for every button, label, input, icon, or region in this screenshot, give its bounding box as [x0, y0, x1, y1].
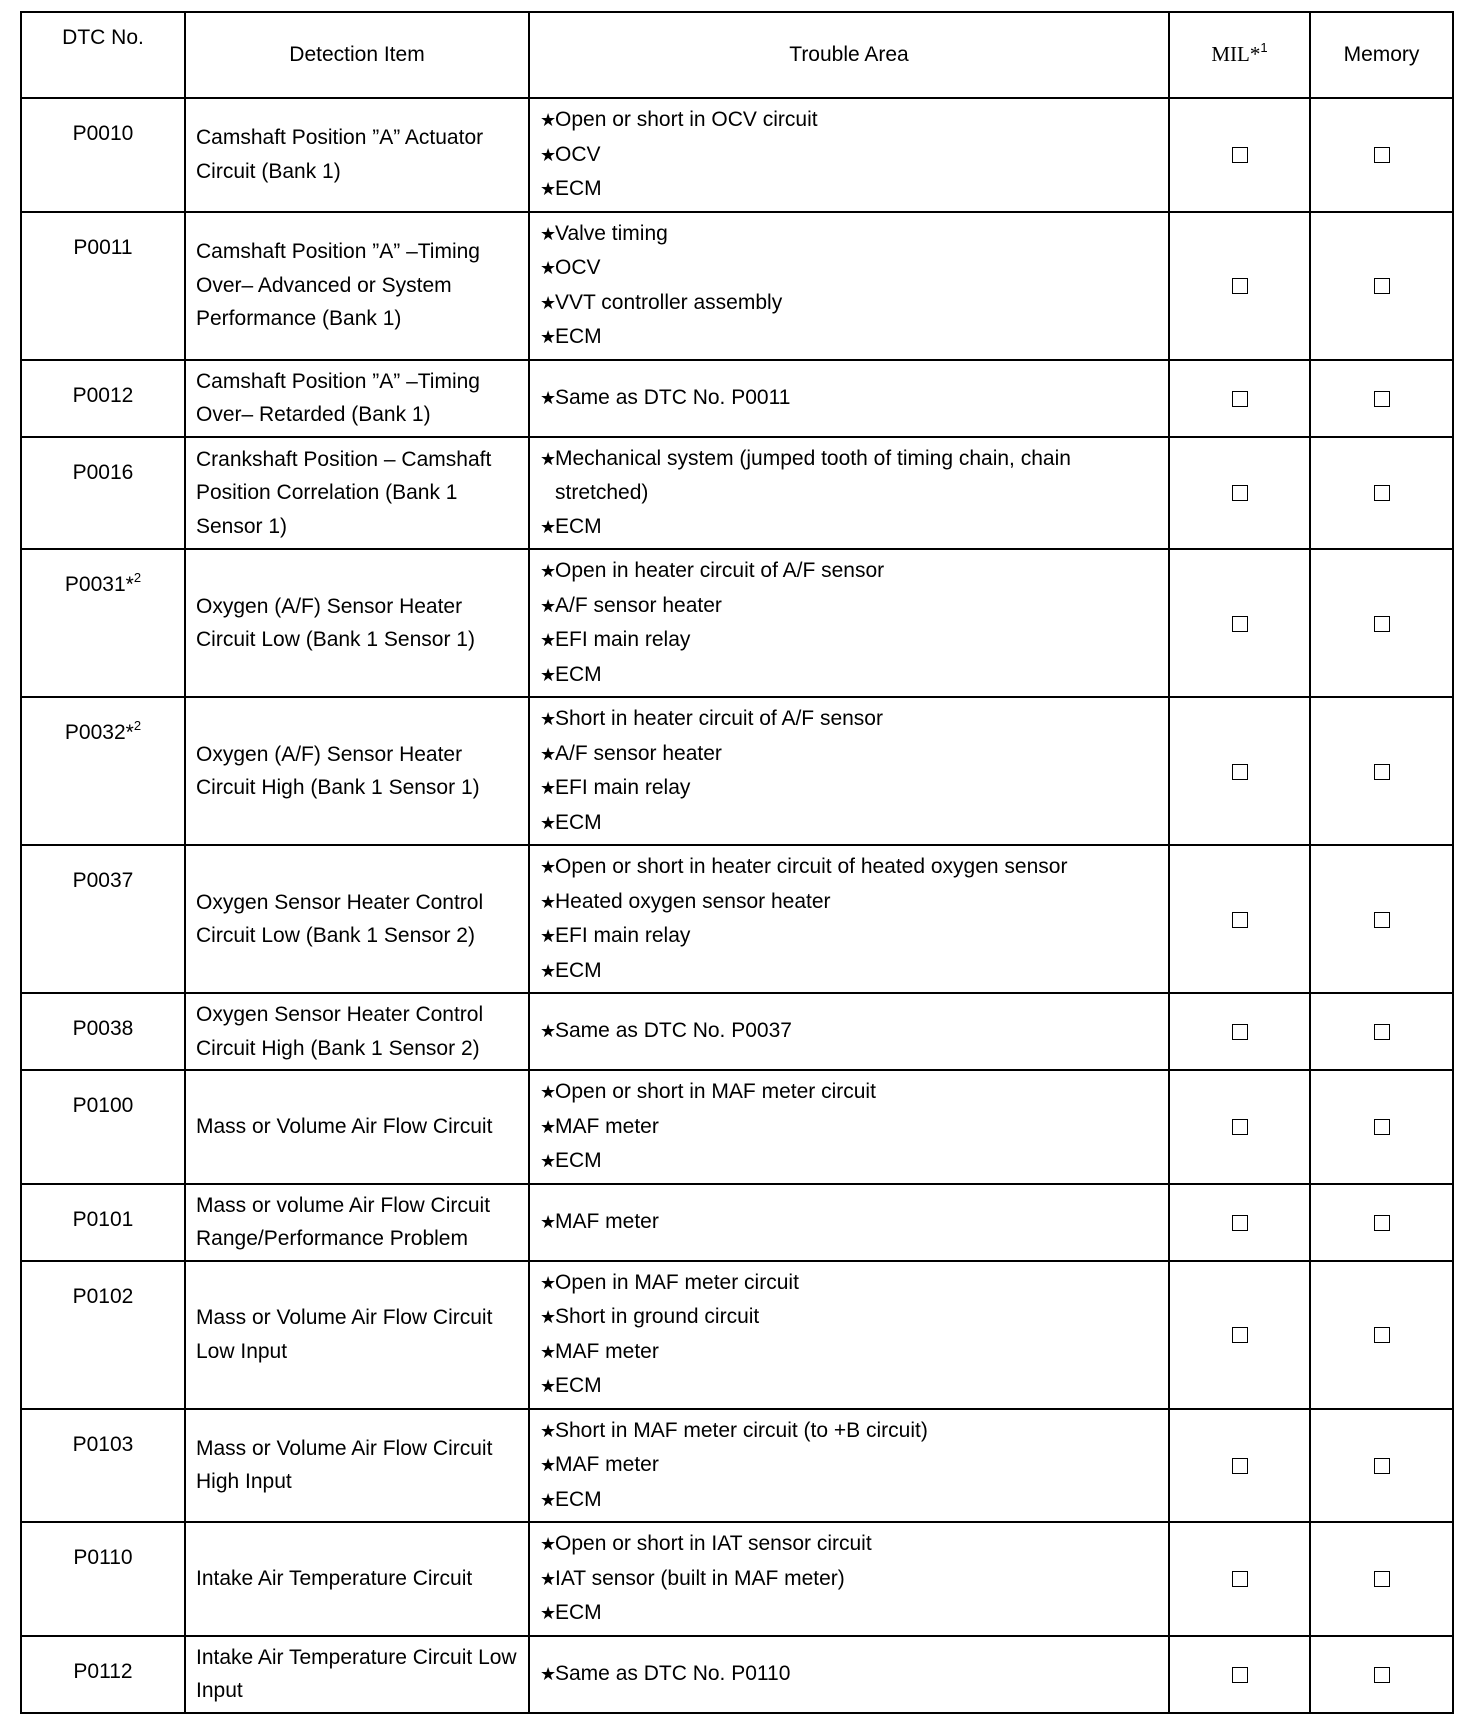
detection-item: Mass or Volume Air Flow Circuit Low Input	[185, 1261, 529, 1409]
table-row	[21, 993, 1453, 1070]
mil-cell	[1169, 549, 1310, 697]
mil-checkbox-icon	[1232, 1327, 1248, 1343]
detection-item: Oxygen Sensor Heater Control Circuit High (Bank 1 Sensor 2)	[185, 993, 529, 1070]
memory-cell	[1310, 437, 1453, 550]
trouble-area-text: ECM	[555, 1374, 602, 1397]
trouble-area-cell	[529, 360, 1169, 437]
header-row	[21, 12, 1453, 98]
mil-cell	[1169, 1409, 1310, 1523]
trouble-area-line	[540, 589, 1160, 624]
mil-label: MIL*	[1211, 42, 1261, 67]
memory-checkbox-icon	[1374, 391, 1390, 407]
trouble-area-line	[540, 1144, 1160, 1179]
trouble-area-text: EFI main relay	[555, 776, 691, 799]
table-row	[21, 1409, 1453, 1523]
memory-checkbox-icon	[1374, 278, 1390, 294]
star-bullet-icon: ★	[540, 1151, 557, 1171]
trouble-area-text: ECM	[555, 662, 602, 686]
trouble-area-text: VVT controller assembly	[555, 290, 783, 314]
trouble-area-line	[540, 217, 1160, 252]
star-bullet-icon: ★	[540, 327, 557, 347]
detection-item: Mass or Volume Air Flow Circuit	[185, 1070, 529, 1184]
dtc-code: P0031*	[64, 573, 134, 596]
dtc-table	[20, 11, 1454, 1714]
mil-checkbox-icon	[1232, 912, 1248, 928]
trouble-area-text: Valve timing	[555, 221, 668, 245]
header-trouble-area: Trouble Area	[529, 12, 1169, 98]
trouble-area-line	[540, 806, 1160, 841]
trouble-area-text: Same as DTC No. P0011	[555, 385, 791, 409]
star-bullet-icon: ★	[540, 1211, 557, 1232]
memory-cell	[1310, 993, 1453, 1070]
trouble-area-text: ECM	[555, 1601, 602, 1624]
star-bullet-icon: ★	[540, 1307, 557, 1327]
star-bullet-icon: ★	[540, 1663, 557, 1684]
memory-checkbox-icon	[1374, 1215, 1390, 1231]
star-bullet-icon: ★	[540, 561, 557, 581]
trouble-area-line	[540, 1596, 1160, 1631]
star-bullet-icon: ★	[540, 1082, 557, 1102]
trouble-area-line	[540, 1562, 1160, 1597]
mil-checkbox-icon	[1232, 391, 1248, 407]
dtc-code-cell	[21, 1409, 185, 1523]
trouble-area-cell	[529, 549, 1169, 697]
memory-cell	[1310, 1409, 1453, 1523]
table-row	[21, 437, 1453, 550]
star-bullet-icon: ★	[540, 709, 557, 729]
trouble-area-line	[540, 623, 1160, 658]
mil-cell	[1169, 1070, 1310, 1184]
dtc-code: P0032*	[64, 721, 134, 744]
star-bullet-icon: ★	[540, 1021, 557, 1042]
trouble-area-text: Open in MAF meter circuit	[555, 1270, 799, 1294]
trouble-area-line: stretched)	[555, 481, 649, 504]
dtc-footnote: 2	[133, 718, 142, 733]
trouble-area-text: ECM	[555, 514, 602, 538]
detection-item: Camshaft Position ”A” Actuator Circuit (Bank 1)	[185, 98, 529, 212]
star-bullet-icon: ★	[540, 1341, 557, 1362]
table-body	[21, 98, 1453, 1713]
star-bullet-icon: ★	[540, 448, 557, 469]
dtc-code-cell	[21, 360, 185, 437]
trouble-area-text: Open or short in heater circuit of heated oxygen sensor	[555, 855, 1068, 878]
dtc-code: P0103	[72, 1432, 134, 1456]
memory-checkbox-icon	[1374, 1667, 1390, 1683]
memory-checkbox-icon	[1374, 1119, 1390, 1135]
trouble-area-line	[540, 1335, 1160, 1370]
memory-cell	[1310, 1184, 1453, 1261]
mil-cell	[1169, 1636, 1310, 1713]
table-row	[21, 697, 1453, 845]
trouble-area-text: Heated oxygen sensor heater	[555, 889, 831, 913]
trouble-area-text: ECM	[555, 1487, 602, 1511]
mil-cell	[1169, 1522, 1310, 1636]
dtc-code-cell	[21, 1070, 185, 1184]
dtc-code-cell	[21, 993, 185, 1070]
star-bullet-icon: ★	[540, 1116, 557, 1137]
memory-cell	[1310, 1636, 1453, 1713]
memory-checkbox-icon	[1374, 912, 1390, 928]
trouble-area-line	[540, 850, 1160, 885]
star-bullet-icon: ★	[540, 960, 557, 981]
trouble-area-text: IAT sensor (built in MAF meter)	[555, 1566, 845, 1590]
trouble-area-line	[540, 771, 1160, 806]
memory-cell	[1310, 549, 1453, 697]
memory-checkbox-icon	[1374, 485, 1390, 501]
mil-checkbox-icon	[1232, 1024, 1248, 1040]
trouble-area-line	[540, 1205, 1160, 1240]
trouble-area-text: OCV	[555, 142, 601, 166]
trouble-area-line	[540, 1266, 1160, 1301]
trouble-area-text: ECM	[555, 810, 602, 834]
trouble-area-line	[540, 954, 1160, 989]
table-row	[21, 360, 1453, 437]
mil-cell	[1169, 845, 1310, 993]
memory-checkbox-icon	[1374, 1458, 1390, 1474]
star-bullet-icon: ★	[540, 1489, 557, 1510]
trouble-area-line	[540, 172, 1160, 207]
trouble-area-text: Same as DTC No. P0110	[555, 1661, 791, 1685]
memory-checkbox-icon	[1374, 1571, 1390, 1587]
dtc-code: P0110	[73, 1546, 133, 1569]
dtc-code: P0100	[72, 1094, 134, 1117]
mil-checkbox-icon	[1232, 764, 1248, 780]
trouble-area-line	[540, 885, 1160, 920]
mil-cell	[1169, 1261, 1310, 1409]
dtc-code: P0102	[72, 1284, 134, 1308]
detection-item: Oxygen (A/F) Sensor Heater Circuit Low (Bank 1 Sensor 1)	[185, 549, 529, 697]
mil-footnote: 1	[1260, 40, 1268, 56]
star-bullet-icon: ★	[540, 891, 557, 912]
dtc-code: P0016	[72, 460, 134, 484]
trouble-area-cell	[529, 98, 1169, 212]
mil-cell	[1169, 993, 1310, 1070]
detection-item: Mass or volume Air Flow Circuit Range/Performance Problem	[185, 1184, 529, 1261]
table-row	[21, 1261, 1453, 1409]
trouble-area-text: ECM	[555, 1149, 602, 1172]
memory-checkbox-icon	[1374, 147, 1390, 163]
mil-checkbox-icon	[1232, 616, 1248, 632]
dtc-code-cell	[21, 1522, 185, 1636]
trouble-area-text: ECM	[555, 325, 602, 348]
dtc-code-cell	[21, 1636, 185, 1713]
trouble-area-line	[540, 103, 1160, 138]
table-row	[21, 212, 1453, 360]
table-row	[21, 98, 1453, 212]
memory-cell	[1310, 1070, 1453, 1184]
trouble-area-text: ECM	[555, 177, 602, 200]
detection-item: Mass or Volume Air Flow Circuit High Input	[185, 1409, 529, 1523]
detection-item: Crankshaft Position – Camshaft Position Correlation (Bank 1 Sensor 1)	[185, 437, 529, 550]
memory-cell	[1310, 98, 1453, 212]
dtc-code-cell	[21, 845, 185, 993]
header-dtc-no: DTC No.	[21, 12, 185, 98]
table-row	[21, 1636, 1453, 1713]
trouble-area-text: Open or short in OCV circuit	[555, 108, 818, 131]
trouble-area-line	[540, 442, 1160, 477]
memory-cell	[1310, 1522, 1453, 1636]
trouble-area-text: EFI main relay	[555, 924, 691, 947]
trouble-area-cell	[529, 845, 1169, 993]
star-bullet-icon: ★	[540, 926, 557, 946]
memory-cell	[1310, 845, 1453, 993]
trouble-area-cell	[529, 1636, 1169, 1713]
trouble-area-cell	[529, 437, 1169, 550]
star-bullet-icon: ★	[540, 258, 557, 278]
star-bullet-icon: ★	[540, 1420, 557, 1441]
star-bullet-icon: ★	[540, 292, 557, 313]
trouble-area-line	[540, 286, 1160, 321]
table-row	[21, 1184, 1453, 1261]
trouble-area-text: Mechanical system (jumped tooth of timing chain, chain	[555, 446, 1071, 470]
trouble-area-line	[540, 658, 1160, 693]
star-bullet-icon: ★	[540, 387, 557, 408]
dtc-code: P0112	[73, 1659, 133, 1683]
trouble-area-text: MAF meter	[555, 1339, 659, 1363]
memory-checkbox-icon	[1374, 1024, 1390, 1040]
memory-cell	[1310, 360, 1453, 437]
star-bullet-icon: ★	[540, 516, 557, 537]
star-bullet-icon: ★	[540, 1603, 557, 1623]
detection-item: Oxygen (A/F) Sensor Heater Circuit High (Bank 1 Sensor 1)	[185, 697, 529, 845]
star-bullet-icon: ★	[540, 1376, 557, 1396]
star-bullet-icon: ★	[540, 1455, 557, 1475]
memory-checkbox-icon	[1374, 616, 1390, 632]
mil-checkbox-icon	[1232, 147, 1248, 163]
trouble-area-cell	[529, 1522, 1169, 1636]
mil-cell	[1169, 437, 1310, 550]
memory-cell	[1310, 1261, 1453, 1409]
dtc-code-cell	[21, 437, 185, 550]
trouble-area-line	[540, 1110, 1160, 1145]
table-row	[21, 549, 1453, 697]
trouble-area-line	[540, 1527, 1160, 1562]
mil-checkbox-icon	[1232, 278, 1248, 294]
dtc-code: P0037	[72, 869, 134, 892]
trouble-area-line	[540, 554, 1160, 589]
trouble-area-cell	[529, 993, 1169, 1070]
trouble-area-cell	[529, 1261, 1169, 1409]
trouble-area-text: Short in heater circuit of A/F sensor	[555, 707, 883, 730]
dtc-code: P0038	[72, 1017, 134, 1040]
mil-cell	[1169, 697, 1310, 845]
mil-checkbox-icon	[1232, 1119, 1248, 1135]
memory-cell	[1310, 697, 1453, 845]
trouble-area-cell	[529, 212, 1169, 360]
star-bullet-icon: ★	[540, 778, 557, 798]
trouble-area-text: EFI main relay	[555, 628, 691, 651]
trouble-area-text: Short in ground circuit	[555, 1305, 760, 1328]
trouble-area-text: OCV	[555, 256, 601, 279]
trouble-area-line	[540, 381, 1160, 416]
trouble-area-line	[540, 1483, 1160, 1518]
trouble-area-text: ECM	[555, 958, 602, 982]
trouble-area-text: Short in MAF meter circuit (to +B circuit)	[555, 1418, 928, 1442]
trouble-area-text: MAF meter	[555, 1114, 659, 1138]
trouble-area-line	[540, 251, 1160, 286]
trouble-area-text: A/F sensor heater	[555, 593, 722, 617]
detection-item: Camshaft Position ”A” –Timing Over– Retarded (Bank 1)	[185, 360, 529, 437]
dtc-code: P0101	[72, 1207, 134, 1231]
dtc-code-cell	[21, 1184, 185, 1261]
mil-checkbox-icon	[1232, 1571, 1248, 1587]
mil-checkbox-icon	[1232, 1667, 1248, 1683]
dtc-footnote: 2	[133, 570, 142, 585]
trouble-area-line	[540, 320, 1160, 355]
star-bullet-icon: ★	[540, 812, 557, 833]
trouble-area-cell	[529, 1409, 1169, 1523]
table-row	[21, 845, 1453, 993]
star-bullet-icon: ★	[540, 110, 557, 130]
mil-cell	[1169, 360, 1310, 437]
trouble-area-line	[540, 1414, 1160, 1449]
trouble-area-line	[540, 1075, 1160, 1110]
trouble-area-text: Open or short in IAT sensor circuit	[555, 1532, 872, 1555]
table-row	[21, 1070, 1453, 1184]
dtc-code: P0012	[72, 383, 134, 407]
trouble-area-line	[540, 1657, 1160, 1692]
trouble-area-text: MAF meter	[555, 1209, 659, 1233]
trouble-area-text: Same as DTC No. P0037	[555, 1019, 792, 1043]
mil-checkbox-icon	[1232, 1215, 1248, 1231]
mil-checkbox-icon	[1232, 485, 1248, 501]
star-bullet-icon: ★	[540, 179, 557, 199]
trouble-area-line	[540, 510, 1160, 545]
trouble-area-line	[540, 1014, 1160, 1049]
star-bullet-icon: ★	[540, 1272, 557, 1293]
star-bullet-icon: ★	[540, 743, 557, 764]
star-bullet-icon: ★	[540, 857, 557, 877]
star-bullet-icon: ★	[540, 664, 557, 685]
mil-cell	[1169, 98, 1310, 212]
trouble-area-line	[540, 702, 1160, 737]
dtc-code-cell	[21, 98, 185, 212]
star-bullet-icon: ★	[540, 630, 557, 650]
table-row	[21, 1522, 1453, 1636]
trouble-area-text: Open or short in MAF meter circuit	[555, 1080, 876, 1103]
header-detection-item: Detection Item	[185, 12, 529, 98]
mil-cell	[1169, 1184, 1310, 1261]
detection-item: Oxygen Sensor Heater Control Circuit Low (Bank 1 Sensor 2)	[185, 845, 529, 993]
star-bullet-icon: ★	[540, 595, 557, 616]
detection-item: Intake Air Temperature Circuit	[185, 1522, 529, 1636]
dtc-code-cell	[21, 212, 185, 360]
star-bullet-icon: ★	[540, 223, 557, 244]
star-bullet-icon: ★	[540, 1534, 557, 1554]
dtc-code: P0010	[72, 122, 134, 145]
memory-checkbox-icon	[1374, 1327, 1390, 1343]
memory-checkbox-icon	[1374, 764, 1390, 780]
trouble-area-line	[540, 737, 1160, 772]
star-bullet-icon: ★	[540, 1568, 557, 1589]
trouble-area-line	[540, 919, 1160, 954]
detection-item: Camshaft Position ”A” –Timing Over– Advanced or System Performance (Bank 1)	[185, 212, 529, 360]
mil-cell	[1169, 212, 1310, 360]
trouble-area-cell	[529, 697, 1169, 845]
trouble-area-text: A/F sensor heater	[555, 741, 722, 765]
trouble-area-line	[540, 1448, 1160, 1483]
dtc-code-cell	[21, 697, 185, 845]
trouble-area-text: Open in heater circuit of A/F sensor	[555, 559, 885, 582]
trouble-area-text: MAF meter	[555, 1453, 659, 1476]
memory-cell	[1310, 212, 1453, 360]
star-bullet-icon: ★	[540, 144, 557, 165]
dtc-code: P0011	[73, 235, 133, 259]
trouble-area-line	[540, 138, 1160, 173]
detection-item: Intake Air Temperature Circuit Low Input	[185, 1636, 529, 1713]
trouble-area-cell	[529, 1070, 1169, 1184]
dtc-code-cell	[21, 1261, 185, 1409]
mil-checkbox-icon	[1232, 1458, 1248, 1474]
header-mil	[1169, 12, 1310, 98]
header-memory: Memory	[1310, 12, 1453, 98]
dtc-code-cell	[21, 549, 185, 697]
trouble-area-line	[540, 1300, 1160, 1335]
trouble-area-cell	[529, 1184, 1169, 1261]
trouble-area-line	[540, 1369, 1160, 1404]
